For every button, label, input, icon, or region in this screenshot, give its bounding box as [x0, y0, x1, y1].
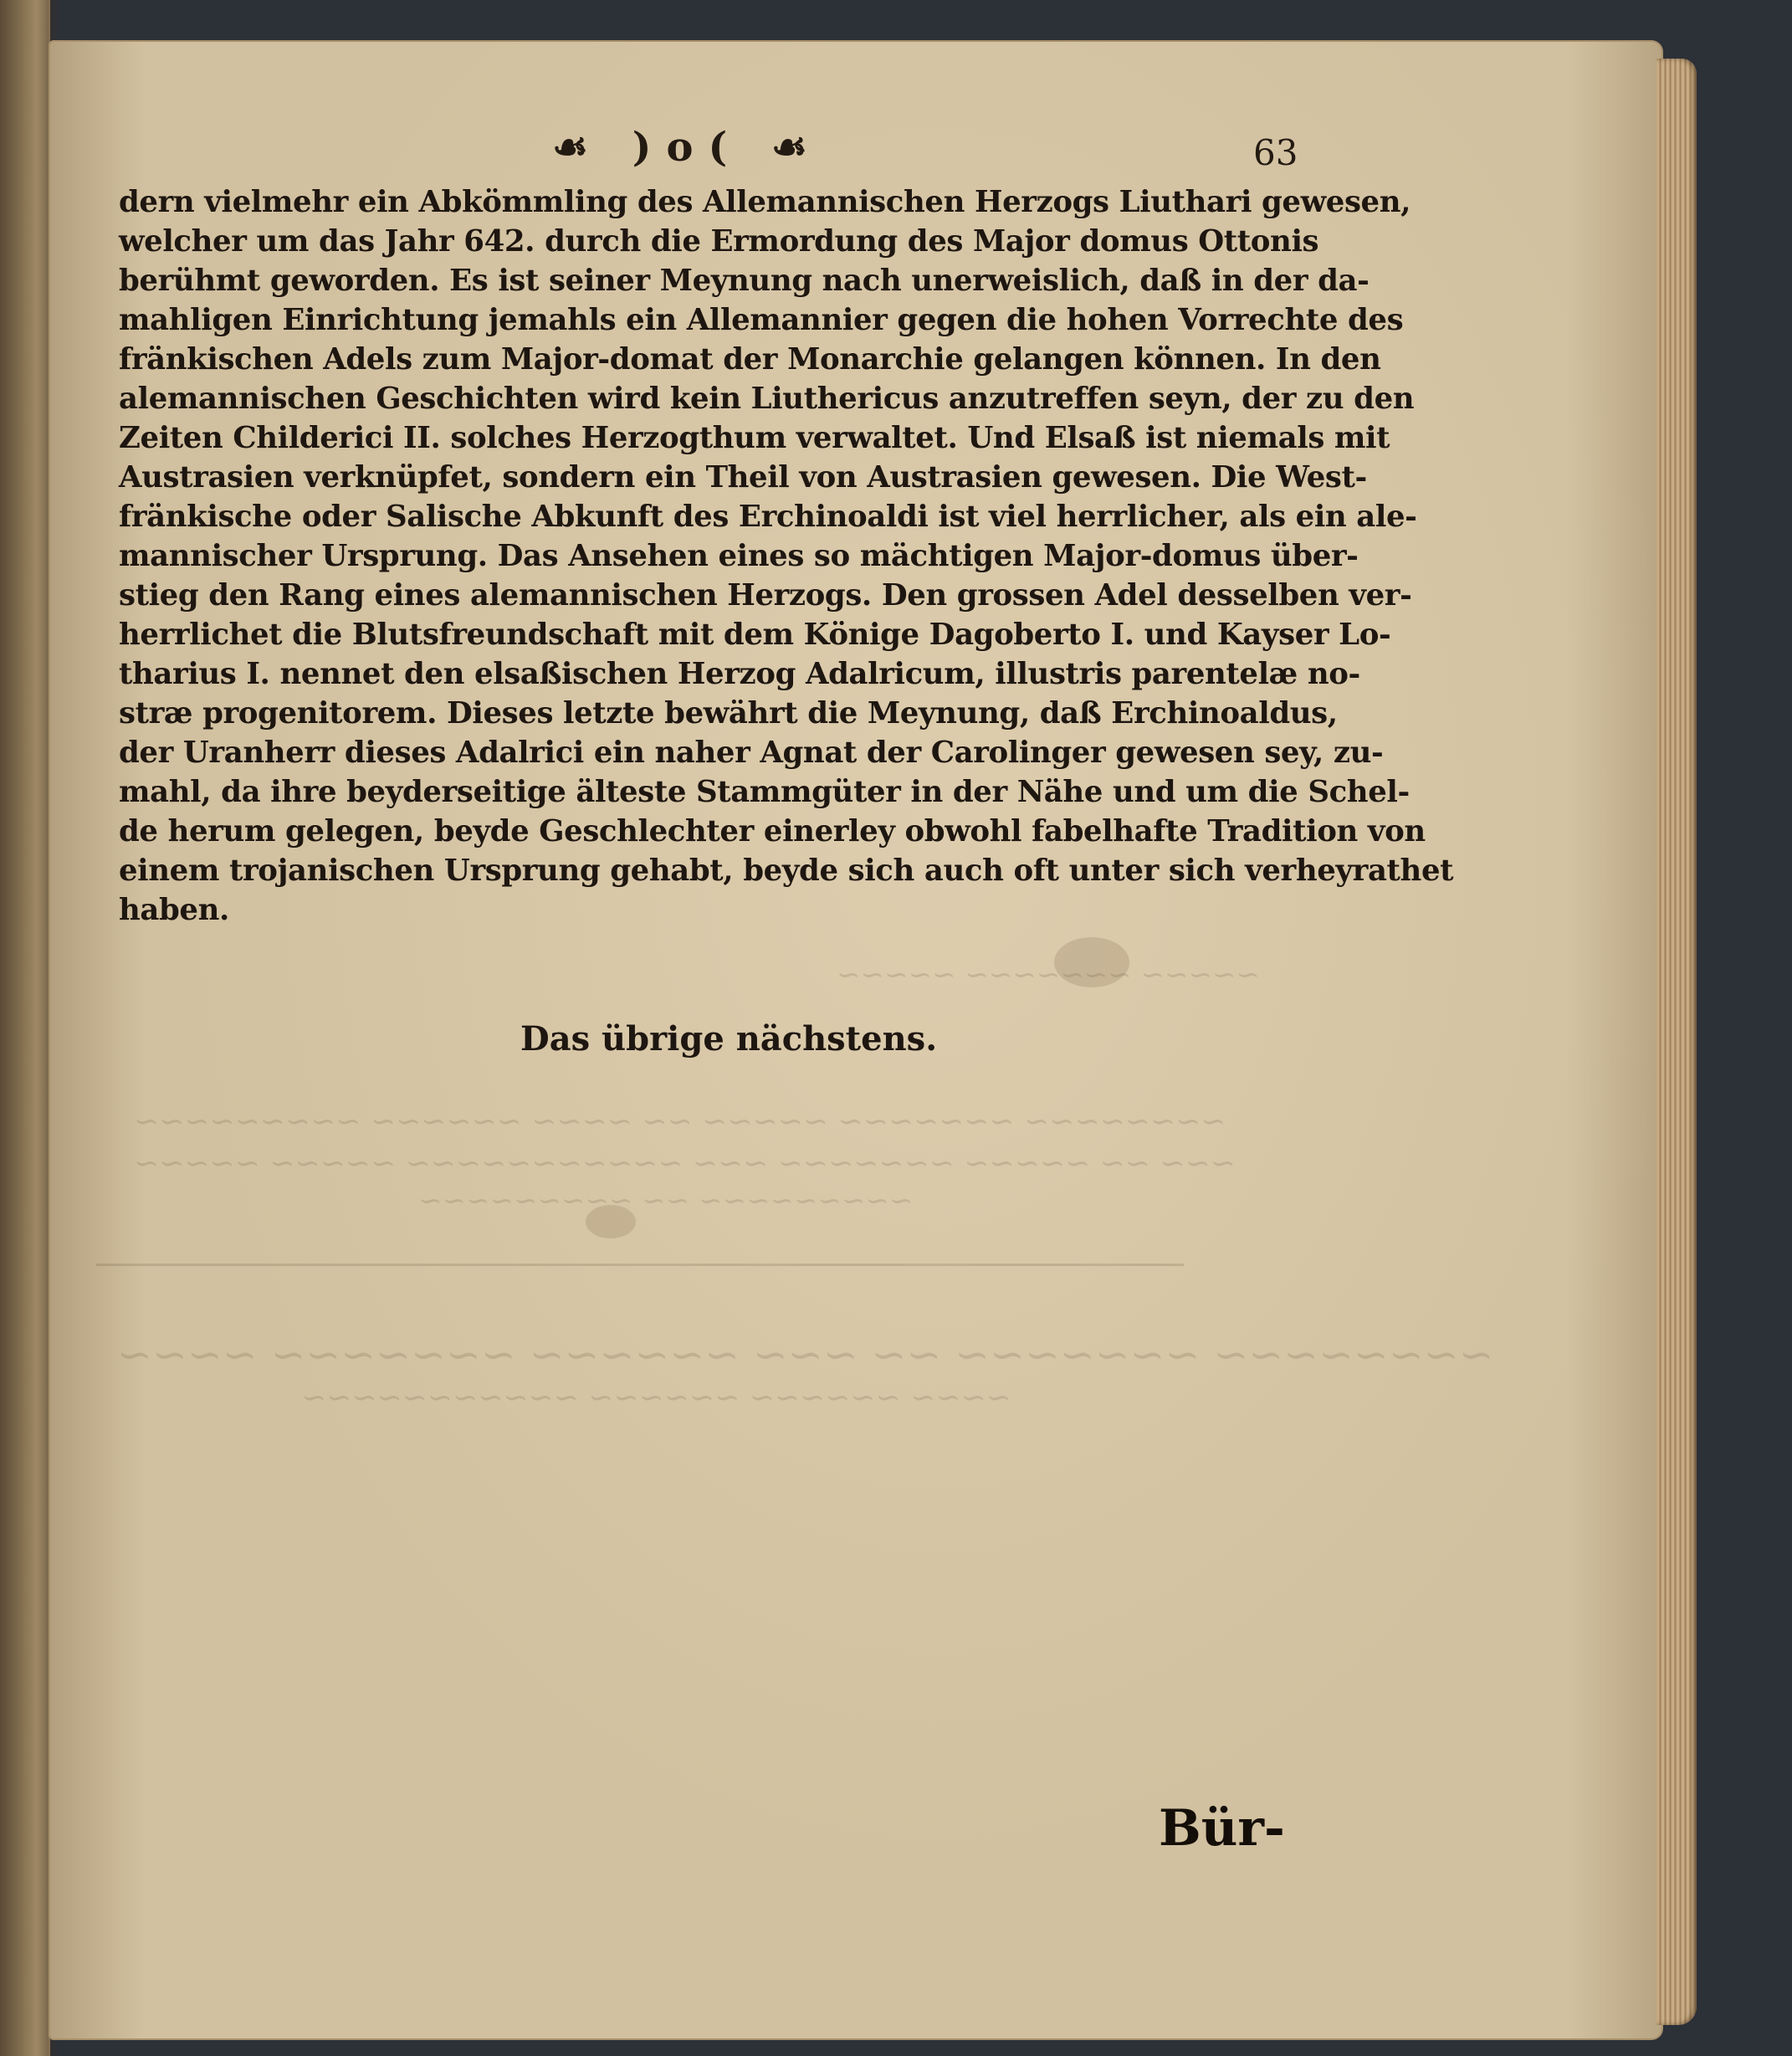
text-line: fränkischen Adels zum Major-domat der Monarchie gelangen können. In den	[119, 342, 1381, 377]
text-line: haben.	[119, 893, 229, 927]
bleed-through-text: ~~~~~~~~ ~~~~~~~ ~~ ~~~ ~~~~~~ ~~~~~~~ ~~~~	[117, 1331, 1494, 1379]
text-line: herrlichet die Blutsfreundschaft mit dem Könige Dagoberto I. und Kayser Lo-	[119, 618, 1391, 652]
text-line: berühmt geworden. Es ist seiner Meynung nach unerweislich, daß in der da-	[119, 264, 1370, 298]
text-line: der Uranherr dieses Adalrici ein naher Agnat der Carolinger gewesen sey, zu-	[119, 736, 1384, 770]
catchword: Bür-	[1159, 1799, 1285, 1858]
running-head: ☙ )o( ☙	[552, 124, 822, 171]
text-line: mahligen Einrichtung jemahls ein Allemannier gegen die hohen Vorrechte des	[119, 303, 1404, 337]
bleed-through-text: ~~~~~~~~ ~~~~~~~ ~~~~~ ~~ ~~~~ ~~~~~~ ~~~~~~~~~	[134, 1105, 1226, 1139]
paper-stain	[1054, 937, 1129, 987]
text-line: mahl, da ihre beyderseitige älteste Stammgüter in der Nähe und um die Schel-	[119, 775, 1410, 809]
bleed-through-text: ~~~ ~~ ~~~~~ ~~~~~~~ ~~~ ~~~~~~~~~~~ ~~~~~ ~~~~~	[134, 1146, 1236, 1181]
text-line: mannischer Ursprung. Das Ansehen eines so mächtigen Major-domus über-	[119, 539, 1359, 573]
text-line: welcher um das Jahr 642. durch die Ermordung des Major domus Ottonis	[119, 224, 1319, 259]
text-line: fränkische oder Salische Abkunft des Erchinoaldi ist viel herrlicher, als ein ale-	[119, 500, 1417, 534]
text-line: tharius I. nennet den elsaßischen Herzog Adalricum, illustris parentelæ no-	[119, 657, 1360, 691]
bleed-through-text: ~~~~~ ~~~~~~~ ~~~~~	[837, 958, 1260, 992]
text-line: dern vielmehr ein Abkömmling des Allemannischen Herzogs Liuthari gewesen,	[119, 185, 1411, 219]
body-text	[119, 182, 1454, 930]
bleed-through-text: ~~~~~~~~~ ~~ ~~~~~~~~~	[418, 1184, 914, 1218]
bleed-through-rule	[96, 1264, 1184, 1266]
page-number: 63	[1253, 132, 1298, 173]
page-edges	[1656, 59, 1697, 2025]
text-line: stræ progenitorem. Dieses letzte bewährt die Meynung, daß Erchinoaldus,	[119, 696, 1338, 731]
bleed-through-text: ~~~~ ~~~~~~ ~~~~~~ ~~~~~~~~~~~	[301, 1381, 1011, 1415]
text-line: Austrasien verknüpfet, sondern ein Theil von Austrasien gewesen. Die West-	[119, 460, 1367, 495]
closing-line: Das übrige nächstens.	[520, 1019, 938, 1059]
text-line: de herum gelegen, beyde Geschlechter einerley obwohl fabelhafte Tradition von	[119, 814, 1426, 849]
text-line: Zeiten Childerici II. solches Herzogthum verwaltet. Und Elsaß ist niemals mit	[119, 421, 1390, 455]
text-line: stieg den Rang eines alemannischen Herzogs. Den grossen Adel desselben ver-	[119, 578, 1412, 613]
text-line: alemannischen Geschichten wird kein Liuthericus anzutreffen seyn, der zu den	[119, 382, 1415, 416]
paper-stain	[586, 1205, 636, 1238]
text-line: einem trojanischen Ursprung gehabt, beyde sich auch oft unter sich verheyrathet	[119, 854, 1454, 888]
